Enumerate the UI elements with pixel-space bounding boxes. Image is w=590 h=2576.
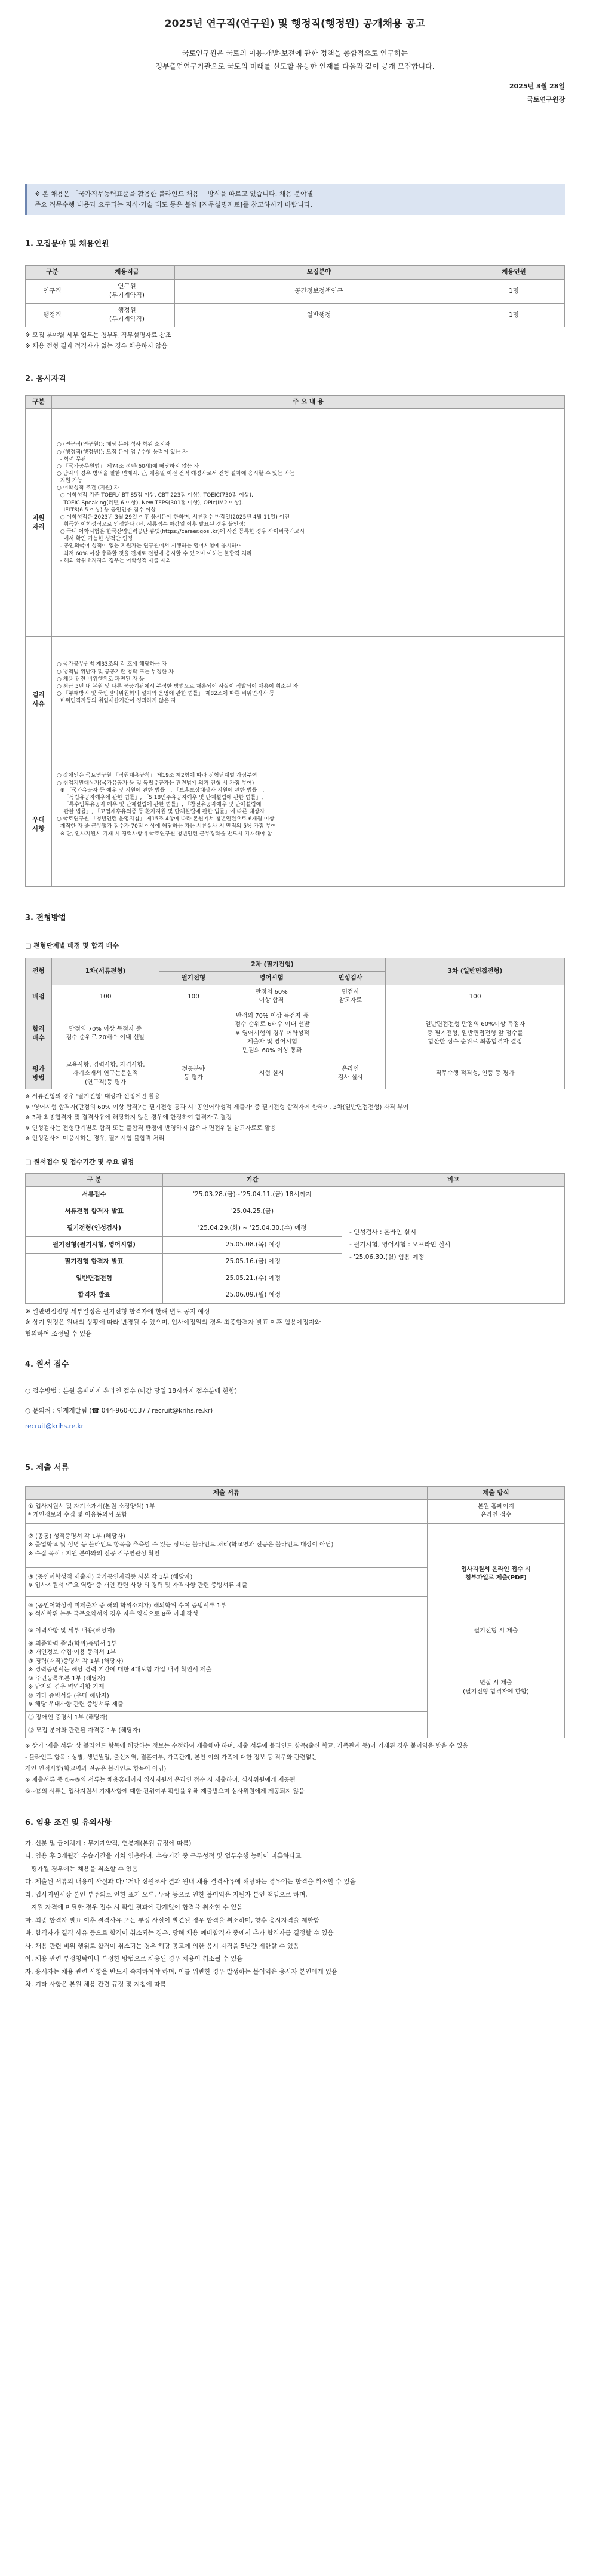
note-line: ⑥~⑫의 서류는 입사지원서 기재사항에 대한 진위여부 확인을 위해 제출받으며 심사위원에게 제공되지 않음 [25, 1788, 305, 1795]
list-line: ○ 어학성적 조건 (지원) 자 [57, 485, 119, 492]
row-label: 배점 [26, 985, 52, 1009]
cell: ⑥ 최종학력 졸업(학위)증명서 1부 ⑦ 개인정보 수집·이용 동의서 1부 ⑧ 경력(재직)증명서 각 1부 (해당자) ※ 경력증명서는 해당 경력 기간에 대한 4대보험 가입 내역 확인서 제출 ⑨ 주민등록초본 1부 (해당자) ※ 남자의 경우 병역사항 기재 ⑩ 기타 증빙서류 (우대 해당자) ※ 해당 우대사항 관련 증빙서류 제출 [26, 1638, 428, 1711]
documents-table [25, 1486, 565, 1738]
cell: 100 [386, 985, 565, 1009]
qual-items [52, 637, 565, 762]
list-line: ○ 취업지원대상자(국가유공자 등 및 독립유공자는 관련법에 의거 전형 시 가점 부여) [57, 780, 254, 786]
cell: 일반행정 [175, 303, 463, 327]
cell: ⑤ 이력사항 및 세부 내용(해당자) [26, 1625, 428, 1638]
col-header: 채용직급 [79, 266, 175, 279]
subsection-title: □ 전형단계별 배점 및 합격 배수 [25, 942, 119, 950]
cell: 1명 [463, 303, 565, 327]
cell: 100 [52, 985, 159, 1009]
remark-line: - 필기시험, 영어시험 : 오프라인 실시 [349, 1240, 451, 1248]
list-line: ○ 어학성적 기준 TOEFL(iBT 85점 이상, CBT 223점 이상), TOEIC(730점 이상), [57, 492, 253, 499]
cell: '25.03.28.(금)~'25.04.11.(금) 18시까지 [163, 1186, 342, 1203]
list-line: IELTS(6.5 이상) 등 공인인증 점수 이상 [57, 507, 156, 513]
section-title: 2. 응시자격 [25, 375, 66, 384]
cell: ② (공통) 성적증명서 각 1부 (해당자) ※ 졸업학교 및 성명 등 블라인드 항목을 추측할 수 있는 정보는 블라인드 처리(학교명과 전공은 블라인드 대상이 아님) ※ 수집 목적 : 지원 분야와의 전공 직무연관성 확인 [26, 1523, 428, 1567]
notice-line: 주요 직무수행 내용과 요구되는 지식·기술 태도 등은 붙임 [직무설명자료]를 참고하시기 바랍니다. [35, 200, 312, 209]
note-line: ※ 채용 전형 결과 적격자가 없는 경우 채용하지 않음 [25, 342, 168, 350]
list-line: ○ 어학성적은 2023년 3월 29일 이후 응시분에 한하며, 서류접수 마감일(2025년 4월 11일) 이전 [57, 514, 290, 520]
cell: 행정원 (무기계약직) [79, 303, 175, 327]
list-line: ※ 단, 인사지원시 기재 시 경력사항에 국토연구원 청년인턴 근무경력을 반드시 기재해야 함 [57, 831, 272, 837]
qual-items [52, 409, 565, 637]
list-line: 나. 임용 후 3개월간 수습기간을 거쳐 임용하며, 수습기간 중 근무성적 및 업무수행 능력이 미흡하다고 [25, 1852, 302, 1860]
cell: 일반면접전형 만점의 60%이상 득점자 중 필기전형, 일반면접전형 앞 점수를 합산한 점수 순위로 최종합격자 결정 [386, 1009, 565, 1059]
cell: ⑫ 모집 분야와 관련된 자격증 1부 (해당자) [26, 1725, 428, 1738]
notes [25, 330, 565, 352]
cell: 서류전형 합격자 발표 [26, 1203, 163, 1220]
cell: 만점의 70% 이상 득점자 중 점수 순위로 20배수 이내 선발 [52, 1009, 159, 1059]
col-header: 3차 (일반면접전형) [386, 958, 565, 985]
section-title: 6. 임용 조건 및 유의사항 [25, 1818, 112, 1827]
cell: '25.05.21.(수) 예정 [163, 1270, 342, 1287]
table-row [26, 1523, 565, 1567]
list-line: ○ (행정직(행정원)): 모집 분야 업무수행 능력이 있는 자 [57, 449, 188, 455]
table-row [26, 985, 565, 1009]
cell: 입사지원서 온라인 접수 시 첨부파일로 제출(PDF) [428, 1523, 565, 1625]
list-line: 관한 법률」, 「고엽제후유의증 등 환자지원 및 단체설립에 관한 법률」에 따른 대상자 [57, 809, 265, 816]
table-row [26, 1009, 565, 1059]
note-line: ※ 인성검사는 전형단계별로 합격 또는 불합격 판정에 반영하지 않으나 면접위원 참고자료로 활용 [25, 1125, 276, 1132]
list-line: - 학력 무관 [57, 456, 87, 462]
list-line: 가. 신분 및 급여체계 : 무기계약직, 연봉제(본원 규정에 따름) [25, 1839, 192, 1847]
list-line: ○ 채용 관련 비위행위로 파면된 자 등 [57, 676, 145, 682]
cell: 면접 시 제출 (필기전형 합격자에 한함) [428, 1638, 565, 1738]
cell: 필기전형 합격자 발표 [26, 1253, 163, 1270]
note-line: 협의하여 조정될 수 있음 [25, 1330, 92, 1337]
cell: 연구원 (무기계약직) [79, 279, 175, 303]
list-line: 자. 응시자는 채용 관련 사항을 반드시 숙지하여야 하며, 이를 위반한 경우 발생하는 불이익은 응시자 본인에게 있음 [25, 1968, 338, 1975]
announcement-date: 2025년 3월 28일 [509, 82, 565, 91]
col-header: 인성검사 [315, 972, 386, 985]
cell: 서류접수 [26, 1186, 163, 1203]
remark-line: - '25.06.30.(월) 임용 예정 [349, 1253, 425, 1261]
note-line: ※ 모집 분야별 세부 업무는 첨부된 직무설명자료 참조 [25, 331, 172, 339]
note-line: ※ 상기 일정은 원내의 상황에 따라 변경될 수 있으며, 입사예정일의 경우 최종합격자 발표 이후 임용예정자와 [25, 1319, 321, 1327]
list-line: 마. 최종 합격자 발표 이후 결격사유 또는 부정 사실이 발견될 경우 합격을 취소하며, 향후 응시자격을 제한함 [25, 1916, 319, 1924]
conditions-list [25, 1837, 565, 1992]
blind-hiring-notice [25, 184, 565, 215]
notes [25, 1092, 565, 1144]
list-line: - 공인외국어 성적이 없는 지원자는 연구원에서 시행하는 영어시험에 응시하여 [57, 543, 242, 550]
recruit-table [25, 265, 565, 327]
row-label: 지원 자격 [26, 409, 52, 637]
col-header: 필기전형 [159, 972, 228, 985]
table-row [26, 637, 565, 762]
table-row [26, 1059, 565, 1089]
row-label: 결격 사유 [26, 637, 52, 762]
col-header: 전형 [26, 958, 52, 985]
note-line: ※ 인성검사에 미응시하는 경우, 필기시험 불합격 처리 [25, 1135, 165, 1142]
list-line: 비위면직자등의 취업제한기간이 경과하지 않은 자 [57, 698, 176, 705]
notes [25, 1741, 565, 1797]
section-title: 5. 제출 서류 [25, 1463, 69, 1472]
note-line: ※ 3차 최종합격자 및 결격사유에 해당하지 않은 경우에 한정하여 합격자로 결정 [25, 1114, 232, 1122]
cell: '25.04.29.(화) ~ '25.04.30.(수) 예정 [163, 1220, 342, 1236]
list-line: ※ 「국가유공자 등 예우 및 지원에 관한 법률」, 「보훈보상대상자 지원에 관한 법률」, [57, 787, 265, 794]
stage-table [25, 958, 565, 1089]
list-line: ○ 「부패방지 및 국민권익위원회의 설치와 운영에 관한 법률」 제82조에 따른 비위면직자 등 [57, 691, 275, 697]
list-line: 다. 제출된 서류의 내용이 사실과 다르거나 신원조사 결과 원내 채용 결격사유에 해당하는 경우에는 합격을 취소할 수 있음 [25, 1878, 356, 1886]
cell: ① 입사지원서 및 자기소개서(본원 소정양식) 1부 * 개인정보의 수집 및 이용동의서 포함 [26, 1499, 428, 1523]
table-row [26, 303, 565, 327]
list-line: 아. 채용 관련 부정청탁이나 부정한 방법으로 채용된 경우 채용이 취소될 수 있음 [25, 1955, 243, 1963]
cell: ④ (공인어학성적 미제출자 중 해외 학위소지자) 해외학위 수여 증빙서류 1부 ※ 석사학위 논문 국문요약서의 경우 자유 양식으로 8쪽 이내 작성 [26, 1596, 428, 1625]
info-line: ○ 접수방법 : 본원 홈페이지 온라인 접수 (마감 당일 18시까지 접수분에 한함) [25, 1387, 237, 1395]
cell: 필기전형(인성검사) [26, 1220, 163, 1236]
col-header: 1차(서류전형) [52, 958, 159, 985]
table-row [26, 1625, 565, 1638]
table-row [26, 1638, 565, 1711]
cell: 일반면접전형 [26, 1270, 163, 1287]
section-title: 4. 원서 접수 [25, 1359, 69, 1369]
cell: '25.05.16.(금) 예정 [163, 1253, 342, 1270]
col-header: 모집분야 [175, 266, 463, 279]
note-line: ※ 일반면접전형 세부일정은 필기전형 합격자에 한해 별도 공지 예정 [25, 1307, 210, 1315]
list-line: 바. 합격자가 결격 사유 등으로 합격이 취소되는 경우, 당해 채용 예비합격자 중에서 추가 합격자를 결정할 수 있음 [25, 1929, 334, 1937]
cell: 전공분야 등 평가 [159, 1059, 228, 1089]
list-line: 취득한 어학성적으로 인정한다 (단, 서류접수 마감일 이후 발표된 경우 불인정) [57, 521, 246, 528]
list-line: ○ 국가공무원법 제33조의 각 호에 해당하는 자 [57, 661, 167, 668]
col-header: 주 요 내 용 [52, 396, 565, 409]
col-header: 비고 [342, 1173, 565, 1186]
list-line: ○ 국토연구원 「청년인턴 운영지침」 제15조 4항에 따라 본원에서 청년인턴으로 6개월 이상 [57, 816, 275, 823]
table-row [26, 279, 565, 303]
announcement-signature [25, 80, 565, 106]
col-header: 제출 서류 [26, 1486, 428, 1499]
cell: 직무수행 적격성, 인품 등 평가 [386, 1059, 565, 1089]
qual-items [52, 762, 565, 887]
page-title: 2025년 연구직(연구원) 및 행정직(행정원) 공개채용 공고 [164, 18, 426, 30]
remark-line: - 인성검사 : 온라인 실시 [349, 1228, 416, 1236]
announcement-org: 국토연구원장 [527, 96, 565, 104]
schedule-table [25, 1173, 565, 1304]
list-line: 지원 가능 [57, 478, 83, 485]
cell: 시험 실시 [228, 1059, 315, 1089]
cell: 1명 [463, 279, 565, 303]
info-line: ○ 문의처 : 인재개발팀 (☎ 044-960-0137 / recruit@krihs.re.kr) [25, 1407, 213, 1415]
col-header: 구 분 [26, 1173, 163, 1186]
cell: 필기전형 시 제출 [428, 1625, 565, 1638]
cell: 만점의 70% 이상 득점자 중 점수 순위로 6배수 이내 선발 ※ 영어시험의 경우 어학성적 제출자 및 영어시험 만점의 60% 이상 통과 [159, 1009, 386, 1059]
col-header: 영어시험 [228, 972, 315, 985]
list-line: 라. 입사지원서상 본인 부주의로 인한 표기 오류, 누락 등으로 인한 불이익은 지원자 본인 책임으로 하며, [25, 1891, 308, 1898]
list-line: 차. 기타 사항은 본원 채용 관련 규정 및 지침에 따름 [25, 1981, 167, 1989]
list-line: 에서 확인 가능한 성적만 인정 [57, 536, 133, 543]
cell: ③ (공인어학성적 제출자) 국가공인자격증 사본 각 1부 (해당자) ※ 입사지원서 '주요 역량' 중 개인 관련 사항 외 경력 및 자격사항 관련 증빙서류 제출 [26, 1567, 428, 1596]
table-row [26, 1186, 565, 1203]
col-header: 2차 (필기전형) [159, 958, 386, 972]
row-label: 우대 사항 [26, 762, 52, 887]
list-line: ○ 국내 어학시험은 한국산업인력공단 큐넷(https://career.gosi.kr)에 사전 등록한 경우 사이버국가고시 [57, 529, 305, 535]
table-row [26, 1499, 565, 1523]
note-line: ※ '영어시험 합격자(만점의 60% 이상 합격)'는 필기전형 통과 시 '공인어학성적 제출자' 중 필기전형 합격자에 한하여, 3차(일반면접전형) 자격 부여 [25, 1104, 409, 1111]
email-link[interactable]: recruit@krihs.re.kr [25, 1422, 84, 1430]
list-line: ○ 남자의 경우 병역을 필한 면제자. 단, 채용일 이전 전역 예정자로서 전형 절차에 응시할 수 있는 자는 [57, 471, 295, 477]
list-line: TOEIC Speaking(레벨 6 이상), New TEPS(301점 이상), OPIc(IM2 이상), [57, 500, 244, 506]
qualification-table [25, 395, 565, 887]
intro-line: 국토연구원은 국토의 이용·개발·보전에 관한 정책을 종합적으로 연구하는 [182, 49, 408, 57]
col-header: 구분 [26, 266, 79, 279]
section-title: 3. 전형방법 [25, 914, 66, 923]
notes [25, 1306, 565, 1339]
row-label: 평가 방법 [26, 1059, 52, 1089]
intro-text [25, 47, 565, 73]
note-line: ※ 제출서류 중 ①~⑤의 서류는 채용홈페이지 입사지원서 온라인 접수 시 제출하며, 심사위원에게 제공됨 [25, 1776, 296, 1784]
list-line: ○ 최근 5년 내 본원 및 다른 공공기관에서 부정한 방법으로 채용되어 사실이 적발되어 채용이 취소된 자 [57, 683, 299, 690]
note-line: ※ 서류전형의 경우 '필기전형' 대상자 선정에만 활용 [25, 1094, 161, 1101]
notice-line: ※ 본 채용은 「국가직무능력표준을 활용한 블라인드 채용」 방식을 따르고 있습니다. 채용 분야별 [35, 190, 314, 198]
section-title: 1. 모집분야 및 채용인원 [25, 239, 109, 249]
list-line: ○ 「국가공무원법」 제74조 정년(60세)에 해당하지 않는 자 [57, 463, 199, 470]
application-info [25, 1382, 565, 1432]
intro-line: 정부출연연구기관으로 국토의 미래를 선도할 유능한 인재를 다음과 같이 공개 모집합니다. [155, 62, 435, 71]
list-line: 사. 채용 관련 비위 행위로 합격이 취소되는 경우 해당 공고에 의한 응시 자격을 5년간 제한할 수 있음 [25, 1942, 299, 1950]
cell: 공간정보정책연구 [175, 279, 463, 303]
table-row [26, 409, 565, 637]
cell: 면접시 참고자료 [315, 985, 386, 1009]
contact-email-link[interactable] [25, 1422, 565, 1432]
list-line: - 해외 학위소지자의 경우는 어학성적 제출 제외 [57, 558, 171, 564]
note-line: 개인 인적사항(학교명과 전공은 블라인드 항목이 아님) [25, 1765, 167, 1772]
cell: 본원 홈페이지 온라인 접수 [428, 1499, 565, 1523]
cell: 온라인 검사 실시 [315, 1059, 386, 1089]
list-line: 재직한 자 중 근무평가 점수가 70점 이상에 해당하는 자는 서류심사 시 만점의 5% 가점 부여 [57, 823, 276, 830]
col-header: 채용인원 [463, 266, 565, 279]
list-line: 지원 자격에 미달한 경우 접수 시 확인 결과에 관계없이 합격을 취소할 수 있음 [25, 1904, 243, 1912]
schedule-remarks [342, 1186, 565, 1303]
cell: ⑪ 장애인 증명서 1부 (해당자) [26, 1711, 428, 1725]
list-line: ○ 병역법 위반자 및 공공기관 청탁 또는 부정한 자 [57, 669, 174, 675]
cell: 필기전형(필기시험, 영어시험) [26, 1236, 163, 1253]
row-label: 합격 배수 [26, 1009, 52, 1059]
list-line: 최저 60% 이상 충족할 것을 전제로 전형에 응시할 수 있으며 이하는 불합격 처리 [57, 550, 252, 557]
cell: '25.04.25.(금) [163, 1203, 342, 1220]
list-line: ○ (연구직(연구원)): 해당 분야 석사 학위 소지자 [57, 442, 170, 448]
list-line: 「독립유공자예우에 관한 법률」, 「5·18민주유공자예우 및 단체설립에 관한 법률」, [57, 794, 263, 801]
cell: 연구직 [26, 279, 79, 303]
list-line: 「특수임무유공자 예우 및 단체설립에 관한 법률」, 「참전유공자예우 및 단체설립에 [57, 802, 262, 808]
cell: 100 [159, 985, 228, 1009]
cell: 만점의 60% 이상 합격 [228, 985, 315, 1009]
table-row [26, 762, 565, 887]
cell: '25.06.09.(월) 예정 [163, 1287, 342, 1303]
cell: 교육사항, 경력사항, 자격사항, 자기소개서 연구논문실적 (연구직)등 평가 [52, 1059, 159, 1089]
col-header: 제출 방식 [428, 1486, 565, 1499]
note-line: ※ 상기 '제출 서류' 상 블라인드 항목에 해당하는 정보는 수정하여 제출해야 하며, 제출 서류에 블라인드 항목(출신 학교, 가족관계 등)이 기재된 경우 불이익을 받을 수 있음 [25, 1742, 468, 1750]
col-header: 기간 [163, 1173, 342, 1186]
cell: '25.05.08.(목) 예정 [163, 1236, 342, 1253]
col-header: 구분 [26, 396, 52, 409]
note-line: - 블라인드 항목 : 성별, 생년월일, 출신지역, 결혼여부, 가족관계, 본인 이외 가족에 대한 정보 등 직무와 관련없는 [25, 1754, 318, 1761]
list-line: ○ 장애인은 국토연구원 「직원채용규칙」 제19조 제2항에 따라 전형단계별 가점부여 [57, 773, 257, 779]
list-line: 평가될 경우에는 채용을 취소할 수 있음 [25, 1865, 138, 1873]
subsection-title: □ 원서접수 및 접수기간 및 주요 일정 [25, 1157, 134, 1166]
cell: 행정직 [26, 303, 79, 327]
cell: 합격자 발표 [26, 1287, 163, 1303]
